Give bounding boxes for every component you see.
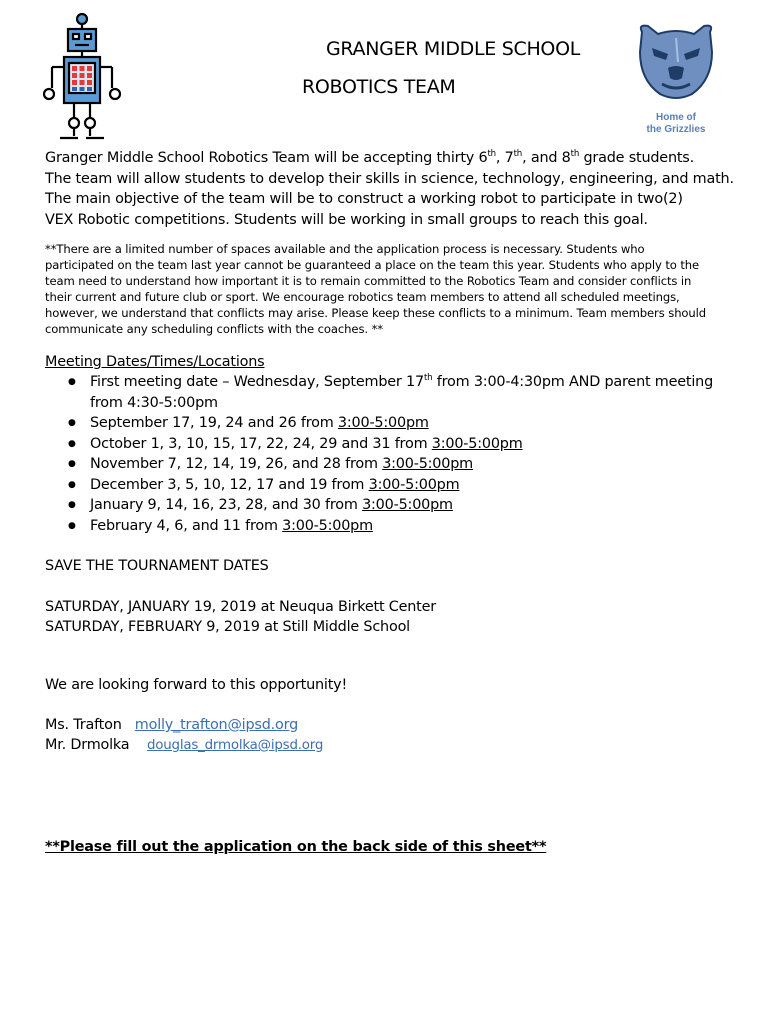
- footer-note: **Please fill out the application on the back side of this sheet**: [45, 839, 547, 855]
- meeting-time: 3:00-5:00pm: [368, 476, 460, 493]
- intro-paragraph: [45, 148, 734, 230]
- list-item: ● January 9, 14, 16, 23, 28, and 30 from 3:00-5:00pm: [66, 495, 766, 516]
- note-line: their current and future club or sport. We encourage robotics team members to attend all scheduled meetings,: [45, 290, 680, 305]
- intro-line-4: VEX Robotic competitions. Students will be working in small groups to reach this goal.: [45, 211, 648, 228]
- meeting-time: 3:00-5:00pm: [382, 456, 473, 472]
- list-item: ● November 7, 12, 14, 19, 26, and 28 from 3:00-5:00pm: [66, 454, 766, 475]
- tournament-heading: SAVE THE TOURNAMENT DATES: [45, 558, 269, 574]
- meeting-time: 3:00-5:00pm: [431, 435, 523, 452]
- list-item: ● February 4, 6, and 11 from 3:00-5:00pm: [66, 516, 766, 537]
- note-line: however, we understand that conflicts may arise. Please keep these conflicts to a minimum. Team members should: [45, 306, 707, 321]
- robot-icon: [38, 12, 126, 146]
- note-line: **There are a limited number of spaces available and the application process is necessary. Students who: [45, 242, 645, 256]
- page-title: GRANGER MIDDLE SCHOOL: [326, 38, 581, 60]
- tournament-date-1: SATURDAY, JANUARY 19, 2019 at Neuqua Birkett Center: [45, 599, 436, 615]
- intro-line-3: The main objective of the team will be to construct a working robot to participate in two(2): [45, 191, 683, 207]
- contact-name: Ms. Trafton: [45, 717, 122, 733]
- note-line: communicate any scheduling conflicts with the coaches. **: [45, 322, 383, 337]
- meeting-time: 3:00-5:00pm: [282, 517, 373, 534]
- list-item: ● December 3, 5, 10, 12, 17 and 19 from 3:00-5:00pm: [66, 475, 766, 496]
- logo-caption-line1: Home of: [656, 112, 696, 123]
- list-item: ● First meeting date – Wednesday, September 17th from 3:00-4:30pm AND parent meeting from 4:30-5:00pm: [66, 372, 766, 413]
- meetings-heading: Meeting Dates/Times/Locations: [45, 354, 265, 370]
- intro-line-2: The team will allow students to develop their skills in science, technology, engineering, and math.: [45, 170, 734, 187]
- bear-head-icon: [632, 22, 720, 102]
- contact-email-link[interactable]: douglas_drmolka@ipsd.org: [146, 738, 324, 753]
- logo-caption-line2: the Grizzlies: [646, 124, 706, 135]
- list-item: ● September 17, 19, 24 and 26 from 3:00-5:00pm: [66, 413, 766, 434]
- grizzlies-logo: [632, 22, 720, 134]
- meeting-time: 3:00-5:00pm: [337, 415, 429, 431]
- contact-email-link[interactable]: molly_trafton@ipsd.org: [134, 717, 299, 733]
- note-paragraph: [45, 241, 706, 338]
- contact-name: Mr. Drmolka: [45, 737, 130, 753]
- tournament-date-2: SATURDAY, FEBRUARY 9, 2019 at Still Middle School: [45, 619, 410, 635]
- closing-text: We are looking forward to this opportunity!: [45, 677, 348, 693]
- page-subtitle: ROBOTICS TEAM: [302, 76, 456, 98]
- meeting-time: 3:00-5:00pm: [362, 497, 453, 513]
- meetings-list: [66, 372, 766, 536]
- contact-row: [45, 715, 298, 736]
- note-line: participated on the team last year cannot be guaranteed a place on the team this year. Students who apply to the: [45, 258, 700, 273]
- contact-row: [45, 735, 323, 757]
- note-line: team need to understand how important it is to remain committed to the Robotics Team and consider conflicts in: [45, 274, 692, 289]
- intro-line-1: Granger Middle School Robotics Team will be accepting thirty 6th, 7th, and 8th grade students.: [45, 149, 694, 166]
- list-item: ● October 1, 3, 10, 15, 17, 22, 24, 29 and 31 from 3:00-5:00pm: [66, 434, 766, 455]
